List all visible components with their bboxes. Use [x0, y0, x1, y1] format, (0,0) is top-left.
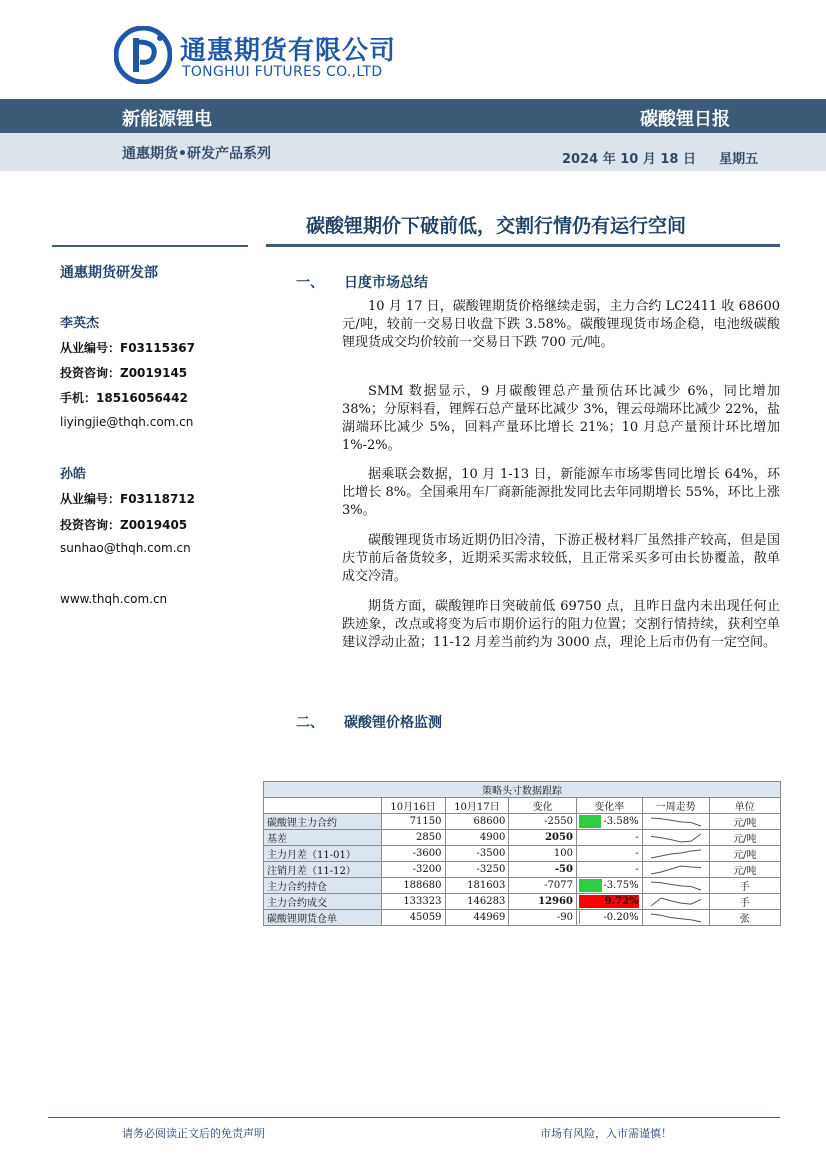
table-row [264, 910, 781, 926]
sparkline-chart [643, 896, 709, 908]
value-oct17: 44969 [445, 910, 509, 926]
weekday-text: 星期五 [719, 152, 759, 167]
row-label: 主力合约持仓 [264, 878, 382, 894]
change-value: 100 [509, 846, 577, 862]
paragraph: 期货方面，碳酸锂昨日突破前低 69750 点，且昨日盘内未出现任何止跌迹象，改点或将变为后市期价运行的阻力位置；交割行情持续，获利空单建议浮动止盈；11-12 月差当前约为 3000 点，理论上后市仍有一定空间。 [342, 599, 780, 650]
analyst-email[interactable]: sunhao@thqh.com.cn [60, 541, 191, 555]
weekly-trend-sparkline [642, 862, 709, 878]
value-oct17: 146283 [445, 894, 509, 910]
weekly-trend-sparkline [642, 846, 709, 862]
change-rate-text: - [635, 848, 639, 859]
value-oct17: 181603 [445, 878, 509, 894]
table-row [264, 862, 781, 878]
report-type: 碳酸锂日报 [640, 109, 730, 130]
sparkline-line [651, 818, 701, 826]
report-category: 新能源锂电 [122, 109, 212, 130]
change-value: 12960 [509, 894, 577, 910]
page-title: 碳酸锂期价下破前低，交割行情仍有运行空间 [306, 215, 687, 237]
table-row [264, 894, 781, 910]
table-row [264, 830, 781, 846]
row-label: 注销月差（11-12） [264, 862, 382, 878]
table-header: 一周走势 [642, 798, 709, 814]
divider [52, 245, 248, 247]
value-oct16: 45059 [381, 910, 445, 926]
value-oct16: -3600 [381, 846, 445, 862]
value-oct17: 68600 [445, 814, 509, 830]
change-rate-text: 9.72% [604, 896, 639, 907]
change-rate-text: -3.58% [603, 816, 639, 827]
divider [266, 244, 780, 247]
unit: 元/吨 [709, 862, 780, 878]
sparkline-chart [643, 864, 709, 876]
unit: 张 [709, 910, 780, 926]
analyst-license: 从业编号：F03118712 [60, 492, 195, 506]
change-rate-text: - [635, 832, 639, 843]
change-value: 2050 [509, 830, 577, 846]
sparkline-line [651, 914, 701, 922]
change-rate-text: -0.20% [603, 912, 639, 923]
change-rate-bar [579, 879, 602, 892]
value-oct16: -3200 [381, 862, 445, 878]
row-label: 主力月差（11-01） [264, 846, 382, 862]
sparkline-line [651, 898, 701, 906]
report-date [562, 148, 758, 167]
table-header: 10月16日 [381, 798, 445, 814]
section-number: 一、 [296, 275, 324, 291]
analyst-advisory: 投资咨询：Z0019405 [60, 518, 188, 532]
sparkline-chart [643, 848, 709, 860]
change-rate [576, 878, 642, 894]
change-value: -90 [509, 910, 577, 926]
section-title: 碳酸锂价格监测 [344, 715, 442, 731]
change-rate [576, 830, 642, 846]
change-rate [576, 846, 642, 862]
department-name: 通惠期货研发部 [60, 265, 158, 281]
company-logo-icon [114, 26, 172, 84]
value-oct17: -3250 [445, 862, 509, 878]
table-header: 10月17日 [445, 798, 509, 814]
table-row [264, 878, 781, 894]
table-title: 策略头寸数据跟踪 [264, 782, 781, 798]
value-oct16: 71150 [381, 814, 445, 830]
value-oct17: -3500 [445, 846, 509, 862]
weekly-trend-sparkline [642, 910, 709, 926]
value-oct16: 133323 [381, 894, 445, 910]
analyst-license: 从业编号：F03115367 [60, 341, 195, 355]
paragraph: 据乘联会数据，10 月 1-13 日，新能源车市场零售同比增长 64%，环比增长 8%。全国乘用车厂商新能源批发同比去年同期增长 55%，环比上涨 3%。 [342, 467, 780, 518]
sparkline-chart [643, 832, 709, 844]
analyst-name: 孙皓 [60, 467, 87, 482]
sparkline-line [651, 834, 701, 842]
analyst-email[interactable]: liyingjie@thqh.com.cn [60, 415, 194, 429]
disclaimer-note: 请务必阅读正文后的免责声明 [122, 1127, 265, 1140]
weekly-trend-sparkline [642, 830, 709, 846]
analyst-phone: 手机：18516056442 [60, 391, 188, 405]
analyst-name: 李英杰 [60, 316, 100, 331]
analyst-advisory: 投资咨询：Z0019145 [60, 366, 188, 380]
row-label: 基差 [264, 830, 382, 846]
sparkline-line [651, 866, 701, 874]
sparkline-line [651, 882, 701, 890]
weekly-trend-sparkline [642, 878, 709, 894]
table-row [264, 846, 781, 862]
strategy-data-table [263, 781, 781, 926]
sparkline-line [651, 850, 701, 858]
date-text: 2024 年 10 月 18 日 [562, 152, 696, 167]
row-label: 碳酸锂期货仓单 [264, 910, 382, 926]
value-oct17: 4900 [445, 830, 509, 846]
weekly-trend-sparkline [642, 814, 709, 830]
table-header: 变化率 [576, 798, 642, 814]
section-number: 二、 [296, 715, 324, 731]
row-label: 主力合约成交 [264, 894, 382, 910]
change-rate-bar [579, 815, 601, 828]
unit: 元/吨 [709, 814, 780, 830]
paragraph: SMM 数据显示，9 月碳酸锂总产量预估环比减少 6%，同比增加 38%；分原料看，锂辉石总产量环比减少 3%，锂云母端环比减少 22%，盐湖端环比减少 5%，回料产量环比增长 21%；10 月总产量预计环比增加 1%-2%。 [342, 384, 780, 453]
unit: 元/吨 [709, 830, 780, 846]
change-rate [576, 894, 642, 910]
table-row [264, 814, 781, 830]
change-value: -7077 [509, 878, 577, 894]
change-rate-text: -3.75% [603, 880, 639, 891]
paragraph: 碳酸锂现货市场近期仍旧冷清，下游正极材料厂虽然排产较高，但是国庆节前后备货较多，近期采买需求较低，且正常采买多可由长协覆盖，散单成交冷清。 [342, 533, 780, 584]
table-header: 变化 [509, 798, 577, 814]
value-oct16: 2850 [381, 830, 445, 846]
footer-divider [48, 1117, 780, 1118]
change-value: -2550 [509, 814, 577, 830]
change-rate [576, 910, 642, 926]
company-name-cn: 通惠期货有限公司 [180, 36, 397, 66]
weekly-trend-sparkline [642, 894, 709, 910]
change-rate [576, 814, 642, 830]
value-oct16: 188680 [381, 878, 445, 894]
sparkline-chart [643, 880, 709, 892]
sparkline-chart [643, 816, 709, 828]
unit: 元/吨 [709, 846, 780, 862]
unit: 手 [709, 878, 780, 894]
website-link[interactable]: www.thqh.com.cn [60, 592, 168, 606]
unit: 手 [709, 894, 780, 910]
paragraph: 10 月 17 日，碳酸锂期货价格继续走弱，主力合约 LC2411 收 68600 元/吨，较前一交易日收盘下跌 3.58%。碳酸锂现货市场企稳，电池级碳酸锂现货成交均价较前一交易日下跌 700 元/吨。 [342, 299, 780, 350]
sparkline-chart [643, 912, 709, 924]
change-rate-bar [579, 911, 580, 924]
table-header: 单位 [709, 798, 780, 814]
table-header [264, 798, 382, 814]
row-label: 碳酸锂主力合约 [264, 814, 382, 830]
change-rate-text: - [635, 864, 639, 875]
report-series: 通惠期货•研发产品系列 [122, 146, 271, 162]
section-title: 日度市场总结 [344, 275, 428, 291]
company-name-en: TONGHUI FUTURES CO.,LTD [182, 64, 383, 80]
risk-warning: 市场有风险，入市需谨慎！ [540, 1127, 672, 1140]
change-value: -50 [509, 862, 577, 878]
change-rate [576, 862, 642, 878]
